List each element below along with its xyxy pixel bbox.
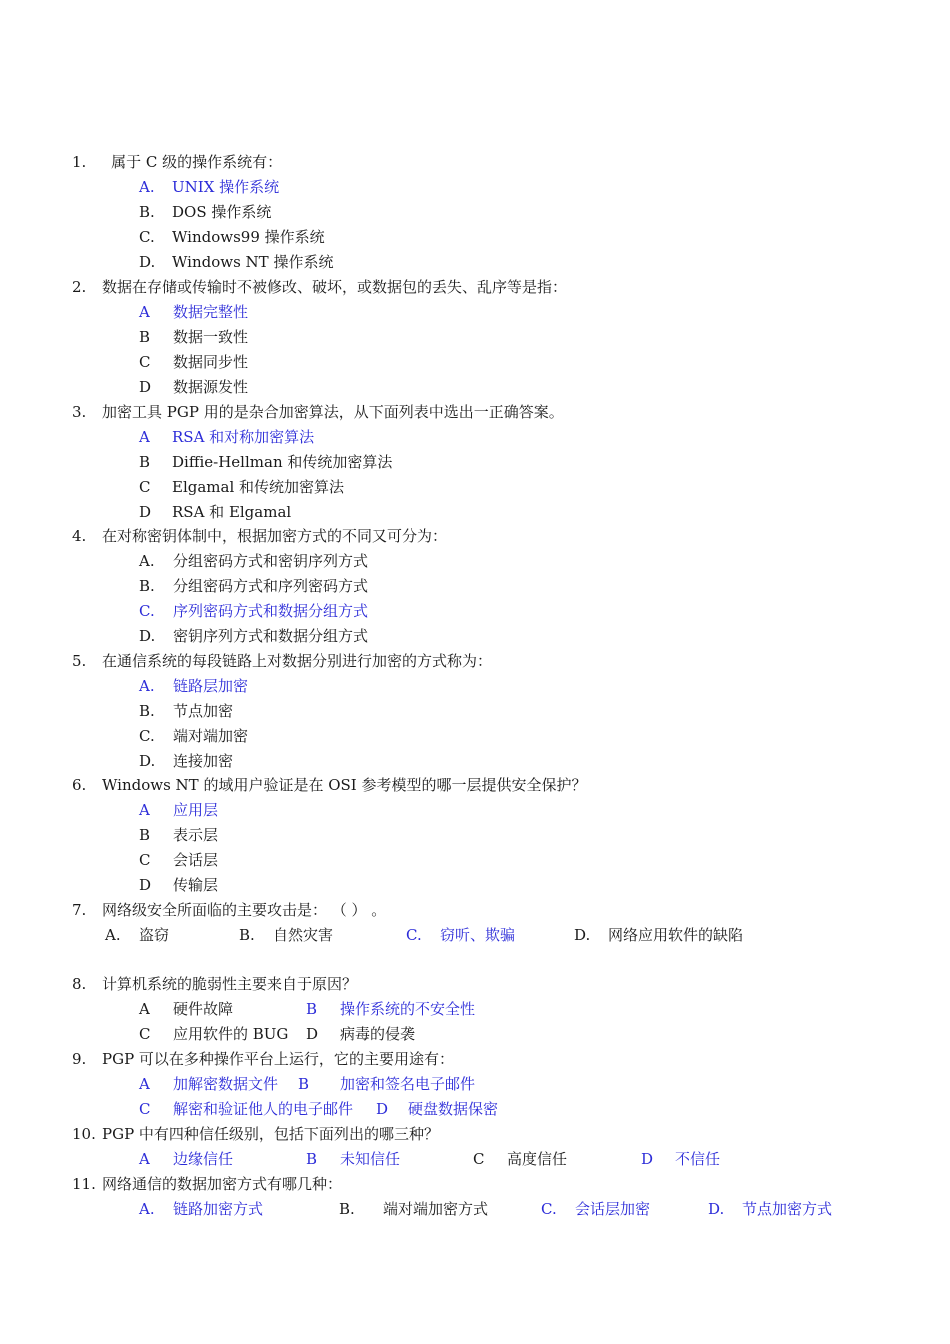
option-letter: D.	[139, 752, 156, 770]
option-text: 数据源发性	[173, 378, 249, 396]
option-letter: D	[139, 876, 152, 894]
question-number: 6.	[72, 776, 87, 794]
question-text: 属于 C 级的操作系统有：	[111, 153, 283, 171]
question-6	[72, 775, 587, 795]
option-10a	[139, 1149, 234, 1169]
option-letter: D	[641, 1150, 654, 1168]
option-text: 病毒的侵袭	[340, 1025, 416, 1043]
option-6c	[139, 850, 219, 870]
question-2	[72, 277, 568, 297]
option-text: RSA 和 Elgamal	[172, 503, 292, 521]
option-8a	[139, 999, 234, 1019]
option-text: 密钥序列方式和数据分组方式	[173, 627, 369, 645]
option-text: 传输层	[173, 876, 219, 894]
option-text: 分组密码方式和序列密码方式	[173, 577, 369, 595]
option-letter: D	[139, 503, 152, 521]
option-letter: B.	[139, 577, 155, 595]
option-6d	[139, 875, 219, 895]
option-8c	[139, 1024, 289, 1044]
question-text: Windows NT 的域用户验证是在 OSI 参考模型的哪一层提供安全保护？	[102, 776, 587, 794]
option-5b	[139, 701, 234, 721]
option-text: 表示层	[173, 826, 219, 844]
option-3c	[139, 477, 345, 497]
question-number: 3.	[72, 403, 87, 421]
question-9	[72, 1049, 454, 1069]
option-letter: D	[306, 1025, 319, 1043]
option-letter: B.	[139, 702, 155, 720]
option-text: 硬件故障	[173, 1000, 234, 1018]
option-text: 网络应用软件的缺陷	[608, 926, 744, 944]
question-7	[72, 900, 387, 920]
option-1c	[139, 227, 325, 247]
option-4b	[139, 576, 369, 596]
option-9a	[139, 1074, 279, 1094]
option-10c	[473, 1149, 568, 1169]
question-number: 4.	[72, 527, 87, 545]
option-4d	[139, 626, 369, 646]
option-letter: C	[139, 851, 151, 869]
question-text: 在对称密钥体制中，根据加密方式的不同又可分为：	[102, 527, 448, 545]
question-5	[72, 651, 493, 671]
option-letter: C.	[406, 926, 422, 944]
option-text: 加密和签名电子邮件	[340, 1075, 476, 1093]
option-4a	[139, 551, 369, 571]
option-text: 端对端加密	[173, 727, 249, 745]
option-text: 数据完整性	[173, 303, 249, 321]
question-text: PGP 可以在多种操作平台上运行，它的主要用途有：	[102, 1050, 454, 1068]
question-11	[72, 1174, 343, 1194]
option-text: 自然灾害	[273, 926, 334, 944]
option-text: 数据一致性	[173, 328, 249, 346]
option-7c	[406, 925, 516, 945]
option-text: 解密和验证他人的电子邮件	[173, 1100, 354, 1118]
question-3	[72, 402, 564, 422]
option-10d	[641, 1149, 721, 1169]
option-letter: C.	[139, 727, 155, 745]
question-text: PGP 中有四种信任级别，包括下面列出的哪三种？	[102, 1125, 439, 1143]
option-text: 操作系统的不安全性	[340, 1000, 476, 1018]
question-number: 9.	[72, 1050, 87, 1068]
option-letter: D.	[139, 627, 156, 645]
option-text: 边缘信任	[173, 1150, 234, 1168]
option-text: 不信任	[675, 1150, 721, 1168]
option-letter: D.	[708, 1200, 725, 1218]
option-text: 窃听、欺骗	[440, 926, 516, 944]
option-text: 高度信任	[507, 1150, 568, 1168]
option-3d	[139, 502, 292, 522]
option-text: 盗窃	[139, 926, 170, 944]
question-number: 10.	[72, 1125, 96, 1143]
option-text: Windows NT 操作系统	[172, 253, 334, 271]
option-letter: C	[139, 478, 151, 496]
option-text: Elgamal 和传统加密算法	[172, 478, 345, 496]
option-text: 应用软件的 BUG	[173, 1025, 289, 1043]
option-letter: A	[139, 801, 150, 819]
option-2d	[139, 377, 249, 397]
option-letter: C	[139, 353, 151, 371]
option-11b	[339, 1199, 489, 1219]
question-text: 网络通信的数据加密方式有哪几种：	[102, 1175, 343, 1193]
option-text: UNIX 操作系统	[172, 178, 280, 196]
option-letter: A.	[105, 926, 121, 944]
option-4c	[139, 601, 369, 621]
option-2b	[139, 327, 249, 347]
option-7b	[239, 925, 334, 945]
option-11d	[708, 1199, 833, 1219]
option-letter: C	[139, 1100, 151, 1118]
option-text: 序列密码方式和数据分组方式	[173, 602, 369, 620]
option-3b	[139, 452, 393, 472]
question-text: 数据在存储或传输时不被修改、破坏，或数据包的丢失、乱序等是指：	[102, 278, 568, 296]
option-letter: D	[376, 1100, 389, 1118]
option-9c	[139, 1099, 354, 1119]
option-9d	[376, 1099, 499, 1119]
question-4	[72, 526, 448, 546]
option-text: RSA 和对称加密算法	[172, 428, 315, 446]
option-text: 端对端加密方式	[383, 1200, 489, 1218]
option-letter: B.	[239, 926, 255, 944]
question-number: 7.	[72, 901, 87, 919]
question-1	[72, 152, 282, 172]
question-number: 5.	[72, 652, 87, 670]
option-1a	[139, 177, 280, 197]
question-text: 加密工具 PGP 用的是杂合加密算法，从下面列表中选出一正确答案。	[102, 403, 564, 421]
option-text: 节点加密	[173, 702, 234, 720]
option-8b	[306, 999, 476, 1019]
question-text: 计算机系统的脆弱性主要来自于原因？	[102, 975, 358, 993]
question-text: 在通信系统的每段链路上对数据分别进行加密的方式称为：	[102, 652, 493, 670]
option-letter: A	[139, 1075, 150, 1093]
option-letter: A	[139, 1150, 150, 1168]
option-7a	[105, 925, 170, 945]
option-text: 链路层加密	[173, 677, 249, 695]
option-letter: D.	[574, 926, 591, 944]
option-letter: C	[139, 1025, 151, 1043]
question-number: 8.	[72, 975, 87, 993]
option-letter: A.	[139, 178, 155, 196]
option-2c	[139, 352, 249, 372]
option-letter: A	[139, 1000, 150, 1018]
option-text: 应用层	[173, 801, 219, 819]
option-text: 连接加密	[173, 752, 234, 770]
question-8	[72, 974, 358, 994]
option-letter: B	[139, 328, 151, 346]
option-text: 数据同步性	[173, 353, 249, 371]
question-number: 1.	[72, 153, 87, 171]
option-5a	[139, 676, 249, 696]
option-letter: C.	[139, 602, 155, 620]
option-letter: B	[306, 1150, 318, 1168]
option-10b	[306, 1149, 401, 1169]
option-letter: A	[139, 303, 150, 321]
option-letter: A	[139, 428, 150, 446]
option-letter: C	[473, 1150, 485, 1168]
option-6a	[139, 800, 219, 820]
option-letter: B	[298, 1075, 310, 1093]
option-letter: C.	[541, 1200, 557, 1218]
option-6b	[139, 825, 219, 845]
option-letter: A.	[139, 677, 155, 695]
option-7d	[574, 925, 744, 945]
question-number: 11.	[72, 1175, 96, 1193]
option-5c	[139, 726, 249, 746]
option-11c	[541, 1199, 651, 1219]
option-letter: C.	[139, 228, 155, 246]
option-letter: A.	[139, 1200, 155, 1218]
option-letter: B.	[139, 203, 155, 221]
option-letter: B	[306, 1000, 318, 1018]
option-text: 链路加密方式	[173, 1200, 264, 1218]
option-letter: A.	[139, 552, 155, 570]
option-text: Diffie-Hellman 和传统加密算法	[172, 453, 393, 471]
option-letter: B	[139, 826, 151, 844]
option-text: DOS 操作系统	[172, 203, 272, 221]
option-text: 硬盘数据保密	[408, 1100, 499, 1118]
option-text: 会话层	[173, 851, 219, 869]
question-text: 网络级安全所面临的主要攻击是： （ ） 。	[102, 901, 387, 919]
option-text: 未知信任	[340, 1150, 401, 1168]
option-letter: B.	[339, 1200, 355, 1218]
option-text: 节点加密方式	[742, 1200, 833, 1218]
option-5d	[139, 751, 234, 771]
question-number: 2.	[72, 278, 87, 296]
option-letter: D.	[139, 253, 156, 271]
option-letter: B	[139, 453, 151, 471]
option-1b	[139, 202, 272, 222]
option-8d	[306, 1024, 416, 1044]
option-11a	[139, 1199, 264, 1219]
option-letter: D	[139, 378, 152, 396]
option-3a	[139, 427, 315, 447]
option-2a	[139, 302, 249, 322]
option-text: 会话层加密	[575, 1200, 651, 1218]
option-1d	[139, 252, 334, 272]
option-9b	[298, 1074, 476, 1094]
question-10	[72, 1124, 439, 1144]
option-text: 加解密数据文件	[173, 1075, 279, 1093]
option-text: Windows99 操作系统	[172, 228, 325, 246]
option-text: 分组密码方式和密钥序列方式	[173, 552, 369, 570]
